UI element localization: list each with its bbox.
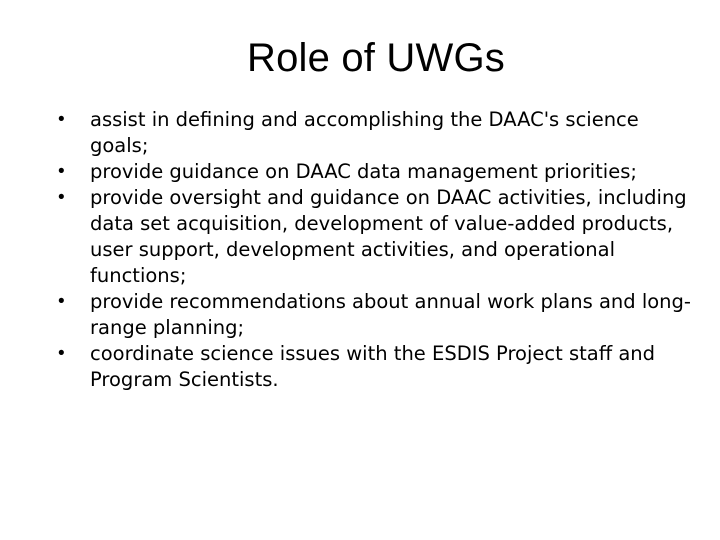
- bullet-text: provide oversight and guidance on DAAC activities, including data set acquisition, development of value-added products, user support, development activities, and operational functions;: [90, 186, 687, 287]
- slide-title: [0, 34, 720, 82]
- bullet-item: [58, 289, 698, 341]
- bullet-item: [58, 159, 698, 185]
- bullet-text: coordinate science issues with the ESDIS Project staff and Program Scientists.: [90, 342, 656, 391]
- slide-title-text: Role of UWGs: [246, 36, 505, 80]
- bullet-text: provide guidance on DAAC data management priorities;: [90, 160, 637, 183]
- bullet-icon: •: [58, 343, 65, 364]
- bullet-text: provide recommendations about annual work plans and long-range planning;: [90, 290, 691, 339]
- bullet-icon: •: [58, 161, 65, 182]
- bullet-icon: •: [58, 187, 65, 208]
- bullet-item: [58, 185, 698, 289]
- bullet-text: assist in defining and accomplishing the DAAC's science goals;: [90, 108, 639, 157]
- bullet-item: [58, 341, 698, 393]
- bullet-list: [58, 107, 698, 393]
- bullet-icon: •: [58, 291, 65, 312]
- bullet-icon: •: [58, 109, 65, 130]
- bullet-item: [58, 107, 698, 159]
